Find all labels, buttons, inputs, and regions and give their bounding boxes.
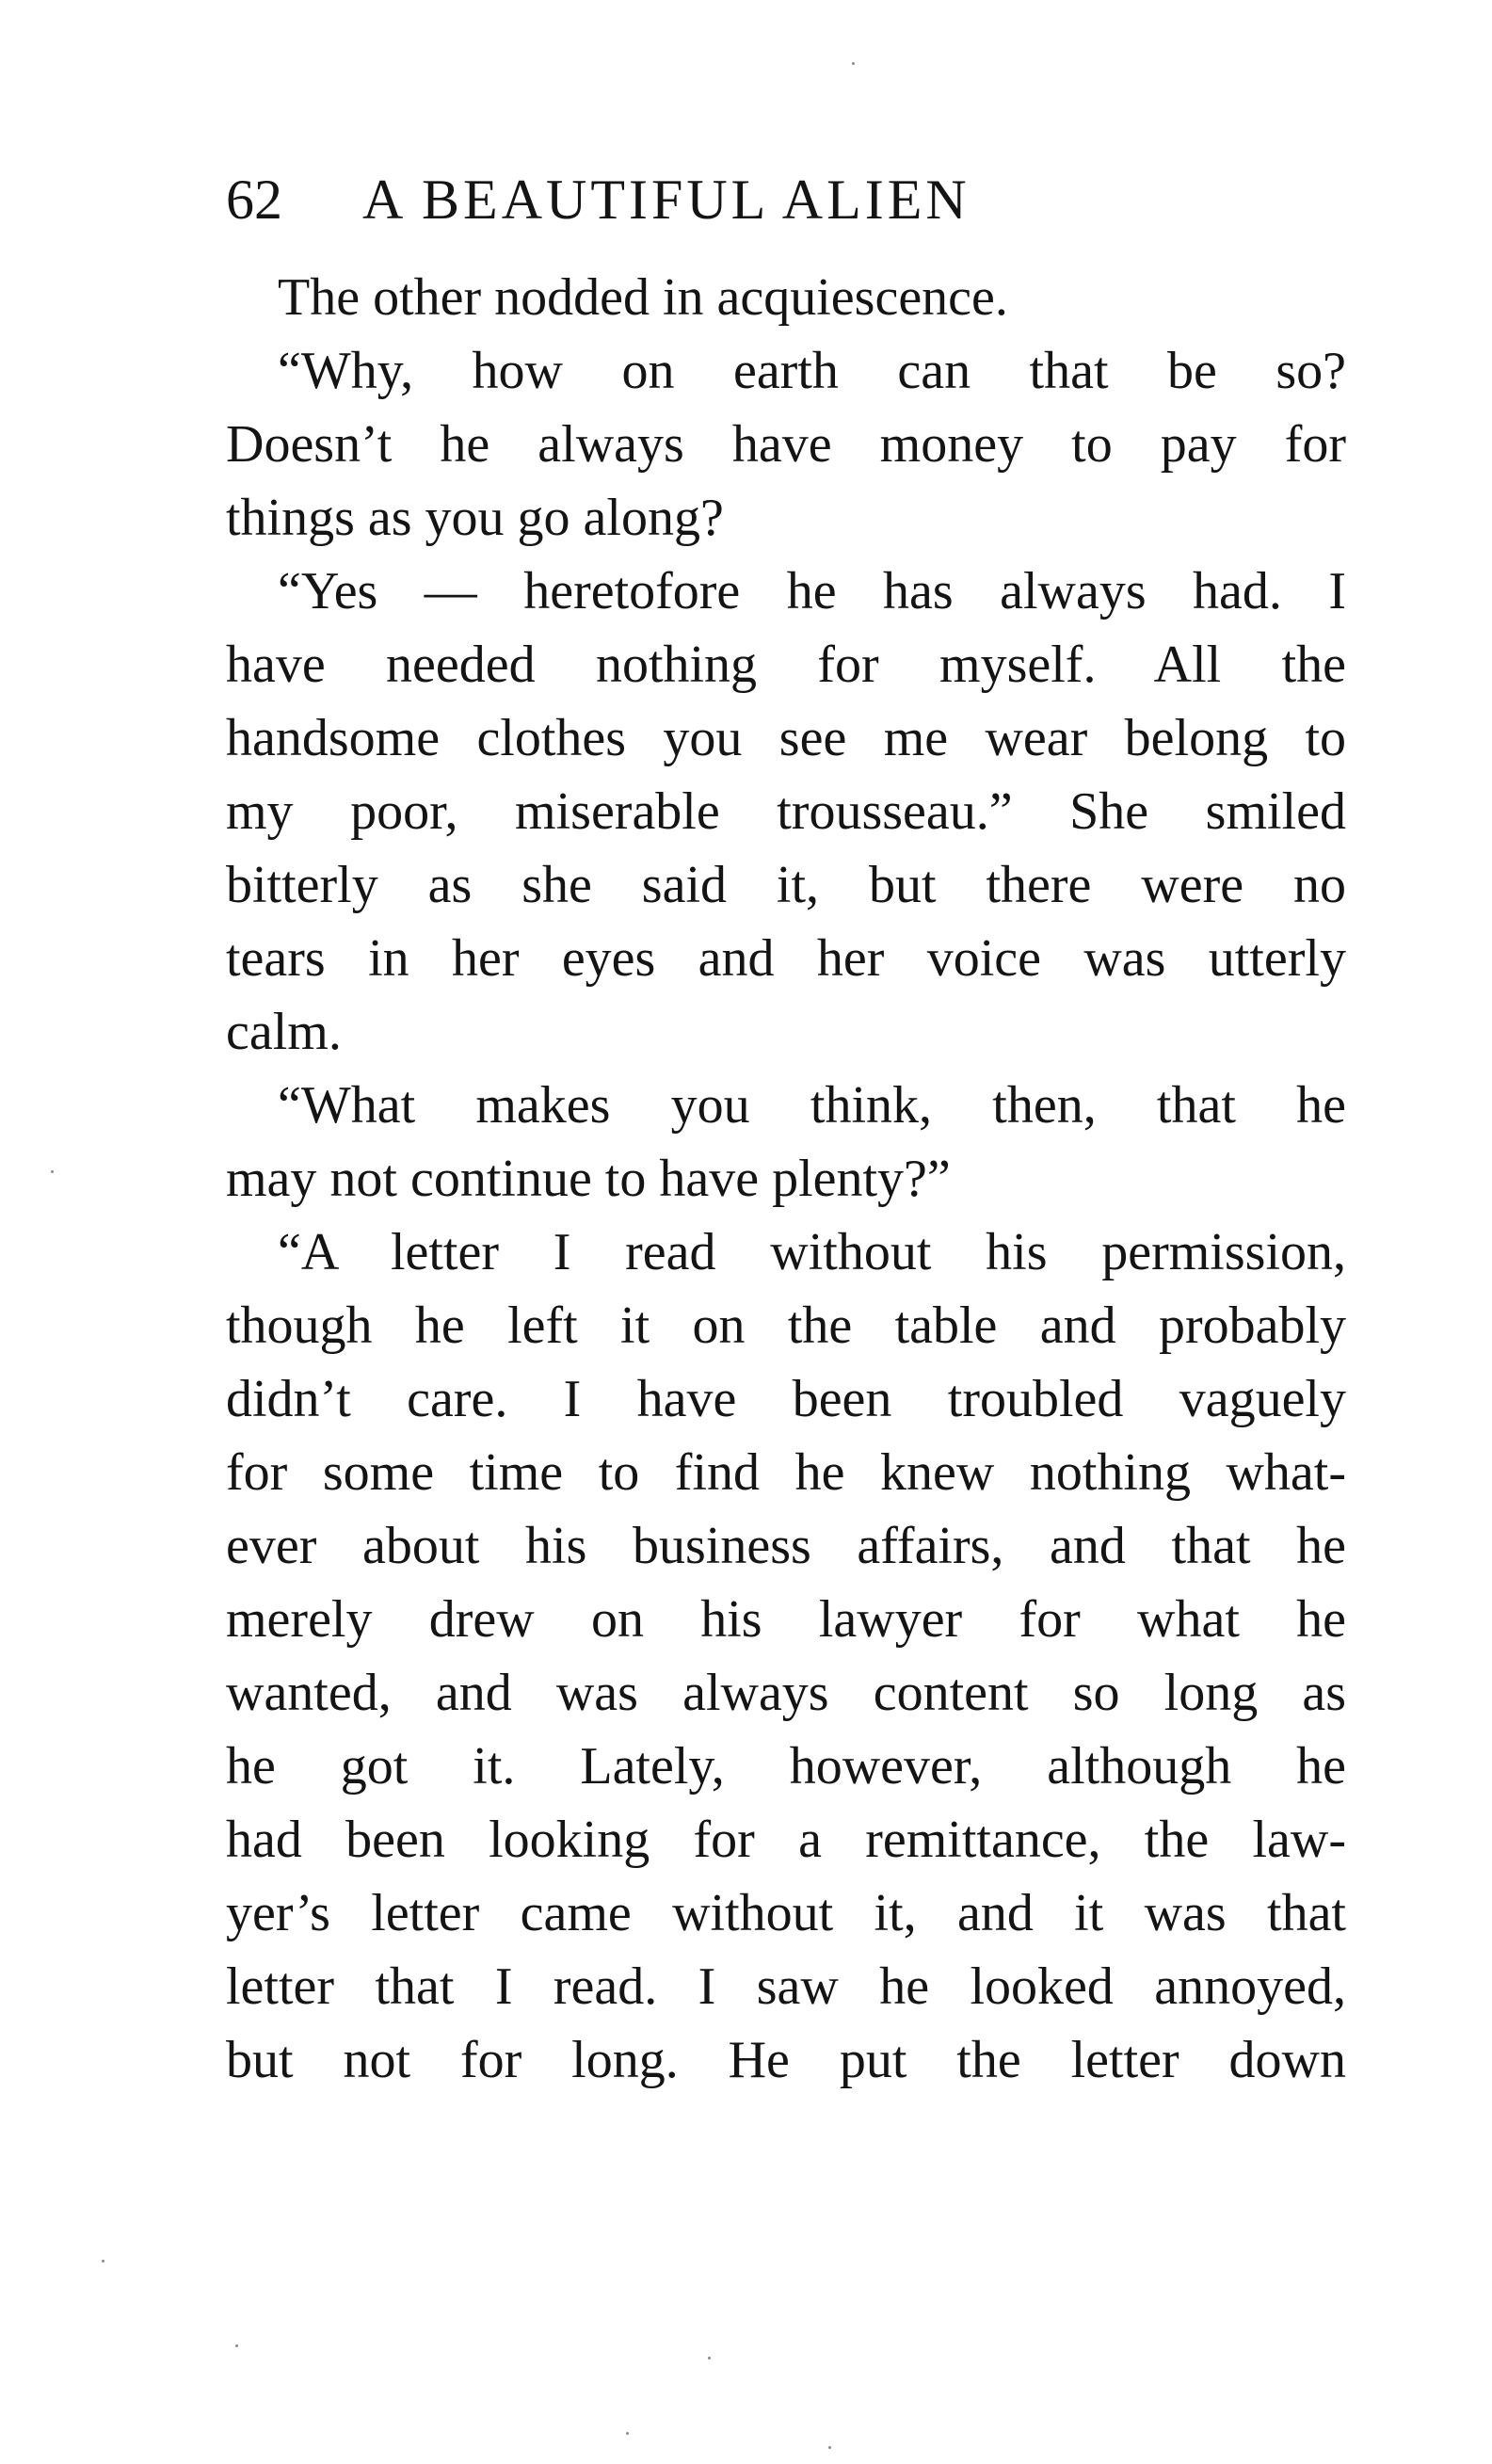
running-title: A BEAUTIFUL ALIEN [362, 169, 971, 231]
text-line: didn’t care. I have been troubled vaguely [226, 1370, 1346, 1428]
text-line: for some time to find he knew nothing what- [226, 1443, 1346, 1502]
text-line: Doesn’t he always have money to pay for [226, 415, 1346, 474]
text-line: “What makes you think, then, that he [278, 1076, 1346, 1135]
text-line: things as you go along? [226, 489, 724, 547]
text-line: ever about his business affairs, and that he [226, 1517, 1346, 1575]
text-line: had been looking for a remittance, the law- [226, 1811, 1346, 1869]
text-line: merely drew on his lawyer for what he [226, 1590, 1346, 1649]
body-text [226, 261, 1346, 2097]
page-number: 62 [226, 169, 282, 231]
text-line: he got it. Lately, however, although he [226, 1737, 1346, 1796]
text-line: may not continue to have plenty?” [226, 1150, 951, 1208]
text-line: “Why, how on earth can that be so? [278, 342, 1346, 400]
text-line: bitterly as she said it, but there were no [226, 856, 1346, 914]
text-line: handsome clothes you see me wear belong to [226, 709, 1346, 767]
text-line: though he left it on the table and probably [226, 1296, 1346, 1355]
text-line: letter that I read. I saw he looked annoyed, [226, 1957, 1346, 2016]
text-line: my poor, miserable trousseau.” She smiled [226, 782, 1346, 841]
page-header [226, 162, 1167, 237]
text-line: tears in her eyes and her voice was utterly [226, 929, 1346, 988]
text-line: yer’s letter came without it, and it was that [226, 1884, 1346, 1942]
text-line: but not for long. He put the letter down [226, 2031, 1346, 2089]
text-line: “A letter I read without his permission, [278, 1223, 1346, 1281]
text-line: wanted, and was always content so long as [226, 1664, 1346, 1722]
text-line: “Yes — heretofore he has always had. I [278, 562, 1346, 620]
text-line: The other nodded in acquiescence. [278, 268, 1008, 327]
text-line: have needed nothing for myself. All the [226, 636, 1346, 694]
text-line: calm. [226, 1003, 342, 1061]
